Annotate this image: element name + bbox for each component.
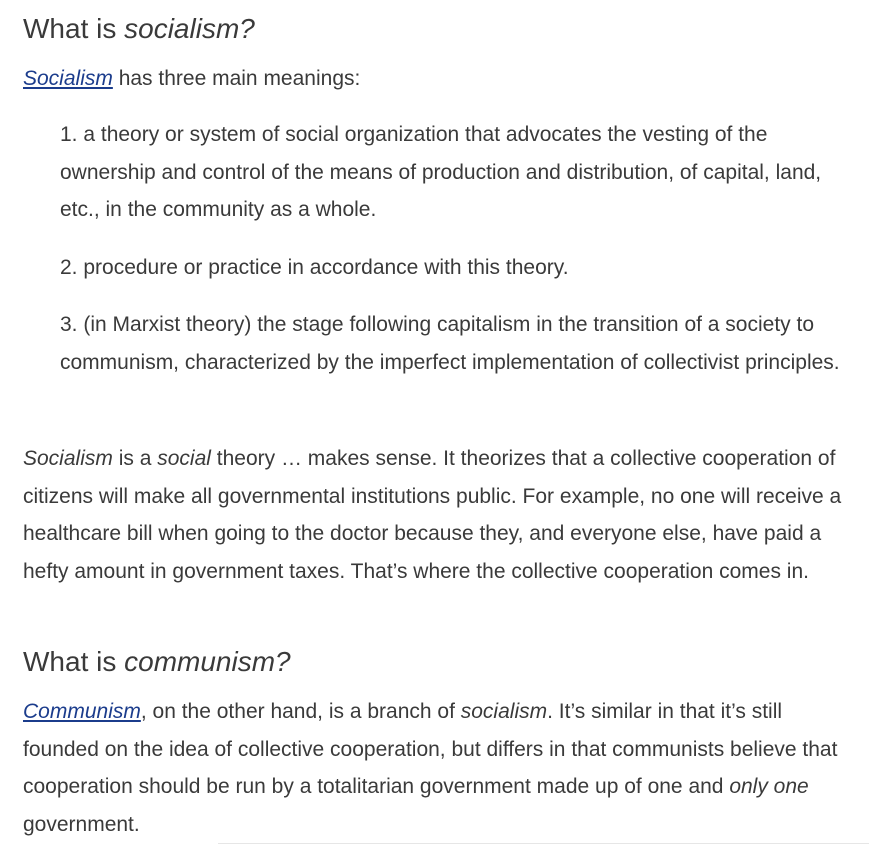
intro-text: has three main meanings: <box>112 67 361 90</box>
heading-prefix: What is <box>23 13 125 44</box>
emphasis-socialism: Socialism <box>23 447 113 470</box>
communism-definition-link[interactable]: Communism <box>23 700 141 723</box>
emphasis-social: social <box>157 447 211 470</box>
definition-item: 1. a theory or system of social organization that advocates the vesting of the ownership and control of the means of production and distribution, of capital, land, etc., in the community as a whole. <box>60 123 822 221</box>
paragraph-text: theory … makes sense. It theorizes that a collective cooperation of citizens will make all governmental institutions public. For example, no one will receive a healthcare bill when going to the doctor because they, and everyone else, have paid a hefty amount in government taxes. That’s where the collective cooperation comes in. <box>23 447 842 583</box>
emphasis-socialism: socialism <box>460 700 548 723</box>
emphasis-only-one: only one <box>729 775 809 798</box>
socialism-definition-link[interactable]: Socialism <box>23 67 113 90</box>
paragraph-text: , on the other hand, is a branch of <box>140 700 461 723</box>
heading-prefix: What is <box>23 646 125 677</box>
heading-emphasis: communism? <box>124 646 291 677</box>
communism-explanation-paragraph <box>23 693 853 843</box>
socialism-definitions-list <box>60 116 860 401</box>
definition-item: 3. (in Marxist theory) the stage following capitalism in the transition of a society to communism, characterized by the imperfect implementation of collectivist principles. <box>60 313 840 374</box>
paragraph-text: government. <box>23 812 140 836</box>
socialism-explanation-paragraph <box>23 440 853 590</box>
heading-emphasis: socialism? <box>124 13 255 44</box>
definition-item: 2. procedure or practice in accordance with this theory. <box>60 255 569 279</box>
paragraph-text: is a <box>112 447 158 470</box>
paragraph-text: . It’s similar in that it’s still founded on the idea of collective cooperation, but differs in that communists believe that cooperation should be run by a totalitarian government made up of one and <box>23 700 838 798</box>
heading-what-is-socialism <box>23 12 255 46</box>
heading-what-is-communism <box>23 645 291 679</box>
socialism-intro <box>23 60 360 98</box>
